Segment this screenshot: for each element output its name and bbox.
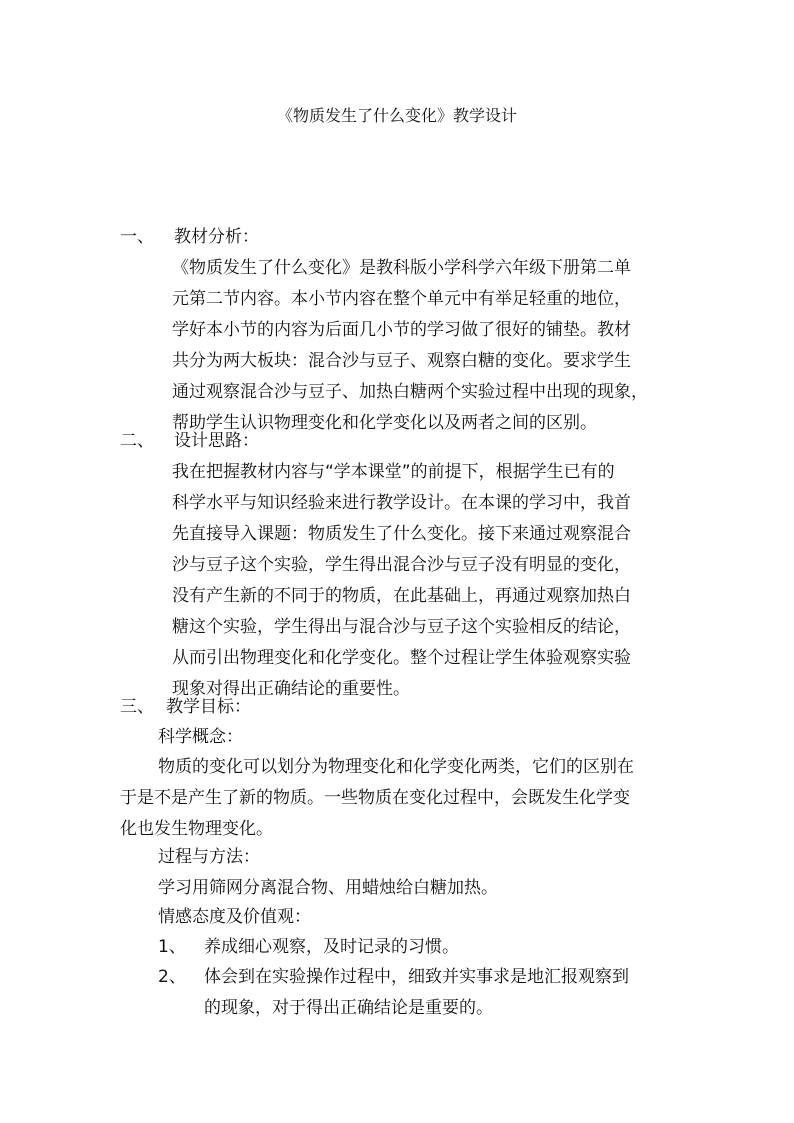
paragraph-line: 沙与豆子这个实验，学生得出混合沙与豆子没有明显的变化， <box>172 555 631 575</box>
paragraph-line: 物质的变化可以划分为物理变化和化学变化两类，它们的区别在 <box>158 757 634 777</box>
paragraph-line: 科学水平与知识经验来进行教学设计。在本课的学习中，我首 <box>172 493 631 513</box>
paragraph-line: 的现象，对于得出正确结论是重要的。 <box>204 998 493 1018</box>
paragraph-line: 现象对得出正确结论的重要性。 <box>172 679 410 699</box>
section-3-heading <box>120 692 251 723</box>
paragraph-line: 体会到在实验操作过程中，细致并实事求是地汇报观察到 <box>204 967 629 987</box>
paragraph-line: 没有产生新的不同于的物质，在此基础上，再通过观察加热白 <box>172 586 631 606</box>
section-2-heading <box>120 426 259 457</box>
paragraph-line: 先直接导入课题：物质发生了什么变化。接下来通过观察混合 <box>172 524 631 544</box>
section-3-title: 教学目标： <box>166 697 251 717</box>
paragraph-line: 《物质发生了什么变化》是教科版小学科学六年级下册第二单 <box>172 258 631 278</box>
subsection-science-concept <box>158 722 243 753</box>
paragraph-line: 帮助学生认识物理变化和化学变化以及两者之间的区别。 <box>172 413 597 433</box>
section-3-number: 三、 <box>120 697 154 717</box>
list-item-number: 2、 <box>158 967 186 987</box>
paragraph-line: 养成细心观察，及时记录的习惯。 <box>204 937 459 957</box>
paragraph-line: 学好本小节的内容为后面几小节的学习做了很好的铺垫。教材 <box>172 320 631 340</box>
paragraph-line: 学习用筛网分离混合物、用蜡烛给白糖加热。 <box>158 878 498 898</box>
subsection-heading: 情感态度及价值观： <box>158 907 311 927</box>
section-2-title: 设计思路： <box>174 431 259 451</box>
section-1-body <box>172 253 648 439</box>
paragraph-line: 化也发生物理变化。 <box>120 819 273 839</box>
section-1-title: 教材分析： <box>174 227 259 247</box>
subsection-heading: 科学概念： <box>158 727 243 747</box>
science-concept-body <box>120 752 634 845</box>
document-title: 《物质发生了什么变化》教学设计 <box>276 106 517 125</box>
paragraph-line: 于是不是产生了新的物质。一些物质在变化过程中，会既发生化学变 <box>120 788 630 808</box>
subsection-process-method <box>158 842 498 904</box>
subsection-heading: 过程与方法： <box>158 847 260 867</box>
section-1-number: 一、 <box>120 227 154 247</box>
paragraph-line: 共分为两大板块：混合沙与豆子、观察白糖的变化。要求学生 <box>172 351 631 371</box>
subsection-attitude-values <box>158 902 311 933</box>
list-item <box>158 932 459 963</box>
paragraph-line: 从而引出物理变化和化学变化。整个过程让学生体验观察实验 <box>172 648 631 668</box>
list-item-number: 1、 <box>158 937 186 957</box>
paragraph-line: 元第二节内容。本小节内容在整个单元中有举足轻重的地位， <box>172 289 631 309</box>
paragraph-line: 我在把握教材内容与“学本课堂”的前提下，根据学生已有的 <box>172 462 615 482</box>
section-1-heading <box>120 222 259 253</box>
paragraph-line: 糖这个实验，学生得出与混合沙与豆子这个实验相反的结论， <box>172 617 631 637</box>
paragraph-line: 通过观察混合沙与豆子、加热白糖两个实验过程中出现的现象， <box>172 382 648 402</box>
list-item <box>158 962 629 1024</box>
section-2-body <box>172 457 631 705</box>
section-2-number: 二、 <box>120 431 154 451</box>
